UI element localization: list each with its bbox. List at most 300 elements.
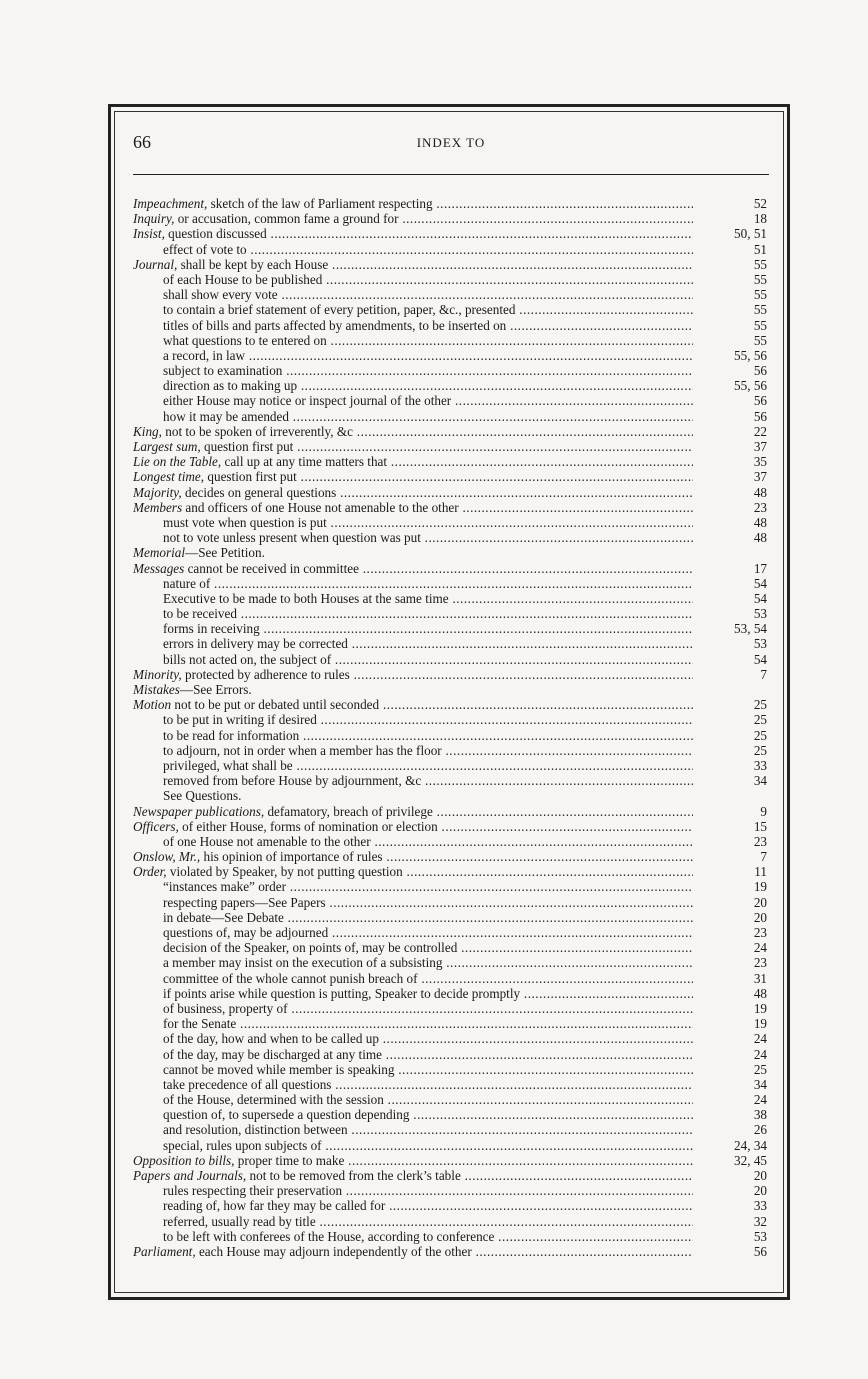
entry-page-refs: 55, 56 (734, 378, 767, 394)
entry-text (163, 712, 693, 727)
index-subentry (133, 1138, 769, 1153)
index-subentry (133, 971, 769, 986)
entry-keyword: Memorial (133, 545, 186, 561)
entry-page-refs: 34 (753, 1076, 767, 1092)
entry-description: not to be spoken of irreverently, &c (161, 423, 353, 439)
index-entry (133, 257, 769, 272)
entry-description: proper time to make (234, 1152, 345, 1168)
entry-text (133, 545, 693, 560)
entry-keyword: Papers and Journals, (133, 1168, 247, 1183)
entry-text (133, 804, 693, 819)
entry-description: each House may adjourn independently of the other (195, 1243, 472, 1259)
index-entry (133, 864, 769, 879)
entry-description: in debate—See Debate (163, 909, 284, 925)
entry-description: subject to examination (163, 363, 283, 379)
entry-page-refs: 38 (753, 1107, 767, 1123)
index-subentry (133, 1016, 769, 1031)
entry-description: to be left with conferees of the House, according to conference (163, 1228, 495, 1244)
entry-page-refs: 31 (753, 970, 767, 986)
entry-description: a member may insist on the execution of a subsisting (163, 955, 443, 971)
entry-text (163, 925, 693, 940)
index-entry (133, 226, 769, 241)
entry-text (133, 667, 693, 682)
entry-description: of one House not amenable to the other (163, 833, 371, 849)
entry-text (163, 1047, 693, 1062)
index-subentry (133, 576, 769, 591)
index-subentry (133, 272, 769, 287)
entry-page-refs: 20 (753, 894, 767, 910)
entry-text (133, 211, 693, 226)
entry-description: nature of (163, 575, 211, 591)
index-entry (133, 485, 769, 500)
entry-description: his opinion of importance of rules (200, 849, 383, 865)
entry-description: bills not acted on, the subject of (163, 651, 332, 667)
entry-page-refs: 52 (753, 196, 767, 211)
entry-description: decision of the Speaker, on points of, may be controlled (163, 940, 458, 956)
index-subentry (133, 773, 769, 788)
entry-page-refs: 54 (753, 651, 767, 667)
index-subentry (133, 879, 769, 894)
index-subentry (133, 1031, 769, 1046)
entry-text (133, 849, 693, 864)
entry-page-refs: 56 (753, 363, 767, 379)
entry-description: and resolution, distinction between (163, 1122, 348, 1138)
entry-page-refs: 24 (753, 1046, 767, 1062)
entry-description: question first put (200, 439, 294, 454)
entry-text (133, 697, 693, 712)
entry-text (163, 287, 693, 302)
entry-text (163, 773, 693, 788)
index-entry (133, 545, 769, 560)
entry-page-refs: 24, 34 (734, 1137, 767, 1153)
entry-description: either House may notice or inspect journal of the other (163, 393, 452, 409)
index-subentry (133, 409, 769, 424)
entry-description: must vote when question is put (163, 514, 327, 530)
index-subentry (133, 1229, 769, 1244)
entry-description: effect of vote to (163, 241, 247, 257)
entry-text (163, 895, 693, 910)
entry-text (163, 363, 693, 378)
entry-description: to contain a brief statement of every petition, paper, &c., presented (163, 302, 516, 318)
index-subentry (133, 1214, 769, 1229)
entry-text (163, 1214, 693, 1229)
entry-description: decides on general questions (181, 484, 337, 500)
entry-text (163, 971, 693, 986)
entry-page-refs: 56 (753, 1243, 767, 1259)
entry-text (133, 196, 693, 211)
entry-page-refs: 11 (754, 864, 767, 880)
entry-page-refs: 19 (753, 1016, 767, 1032)
entry-text (133, 485, 693, 500)
entry-page-refs: 15 (753, 818, 767, 834)
entry-text (163, 788, 693, 803)
entry-text (163, 1107, 693, 1122)
index-entry (133, 697, 769, 712)
index-subentry (133, 986, 769, 1001)
index-subentry (133, 333, 769, 348)
entry-description: take precedence of all questions (163, 1076, 332, 1092)
entry-text (133, 1153, 693, 1168)
index-entry (133, 1153, 769, 1168)
entry-text (163, 591, 693, 606)
entry-text (133, 561, 693, 576)
index-subentry (133, 955, 769, 970)
entry-text (163, 393, 693, 408)
entry-description: or accusation, common fame a ground for (174, 211, 399, 227)
entry-description: of the day, may be discharged at any time (163, 1046, 382, 1062)
index-entry (133, 424, 769, 439)
entry-text (133, 682, 693, 697)
entry-page-refs: 25 (753, 697, 767, 713)
entry-page-refs: 51 (753, 241, 767, 257)
entry-description: how it may be amended (163, 408, 289, 424)
entry-page-refs: 53 (753, 1228, 767, 1244)
index-entry (133, 1244, 769, 1259)
entry-text (163, 621, 693, 636)
entry-description: sketch of the law of Parliament respecting (207, 196, 433, 211)
entry-text (163, 606, 693, 621)
index-subentry (133, 378, 769, 393)
index-subentry (133, 1062, 769, 1077)
entry-page-refs: 55 (753, 271, 767, 287)
entry-keyword: Longest time, (133, 469, 205, 485)
index-subentry (133, 652, 769, 667)
entry-description: to be put in writing if desired (163, 712, 317, 728)
index-subentry (133, 925, 769, 940)
entry-page-refs: 18 (753, 211, 767, 227)
entry-page-refs: 20 (753, 1183, 767, 1199)
entry-page-refs: 22 (753, 423, 767, 439)
entry-keyword: Inquiry, (133, 211, 175, 227)
entry-keyword: Mistakes (133, 682, 180, 697)
index-subentry (133, 1047, 769, 1062)
entry-page-refs: 48 (753, 514, 767, 530)
entry-page-refs: 48 (753, 985, 767, 1001)
entry-text (163, 378, 693, 393)
entry-page-refs: 23 (753, 499, 767, 515)
entry-keyword: Journal, (133, 256, 178, 272)
index-entry (133, 682, 769, 697)
entry-description: shall show every vote (163, 287, 278, 303)
entry-text (163, 530, 693, 545)
index-entry (133, 561, 769, 576)
index-entries (133, 196, 769, 1259)
entry-description: not to be removed from the clerk’s table (246, 1168, 461, 1183)
index-subentry (133, 1107, 769, 1122)
entry-description: violated by Speaker, by not putting question (166, 864, 403, 880)
entry-page-refs: 54 (753, 575, 767, 591)
entry-description: if points arise while question is putting, Speaker to decide promptly (163, 985, 521, 1001)
entry-text (133, 226, 693, 241)
entry-text (163, 333, 693, 348)
index-subentry (133, 621, 769, 636)
entry-page-refs: 53 (753, 636, 767, 652)
entry-text (163, 910, 693, 925)
entry-description: special, rules upon subjects of (163, 1137, 322, 1153)
entry-page-refs: 37 (753, 469, 767, 485)
entry-page-refs: 24 (753, 940, 767, 956)
entry-description: and officers of one House not amenable to the other (182, 499, 459, 515)
entry-text (163, 1016, 693, 1031)
index-subentry (133, 318, 769, 333)
entry-keyword: Newspaper publications, (133, 803, 265, 819)
index-entry (133, 454, 769, 469)
entry-page-refs: 33 (753, 757, 767, 773)
entry-description: to be read for information (163, 727, 300, 743)
index-subentry (133, 348, 769, 363)
entry-keyword: Officers, (133, 818, 179, 834)
index-subentry (133, 1092, 769, 1107)
index-entry (133, 1168, 769, 1183)
entry-text (133, 500, 693, 515)
index-entry (133, 849, 769, 864)
entry-description: to be received (163, 606, 237, 622)
entry-page-refs: 48 (753, 484, 767, 500)
entry-description: committee of the whole cannot punish breach of (163, 970, 418, 986)
entry-description: cannot be moved while member is speaking (163, 1061, 395, 1077)
entry-description: referred, usually read by title (163, 1213, 316, 1229)
entry-text (163, 1062, 693, 1077)
entry-page-refs: 23 (753, 955, 767, 971)
entry-page-refs: 56 (753, 393, 767, 409)
entry-page-refs: 32 (753, 1213, 767, 1229)
entry-text (163, 1138, 693, 1153)
entry-keyword: Majority, (133, 484, 182, 500)
index-subentry (133, 393, 769, 408)
entry-page-refs: 32, 45 (734, 1152, 767, 1168)
entry-text (163, 1229, 693, 1244)
entry-page-refs: 25 (753, 712, 767, 728)
entry-page-refs: 55 (753, 332, 767, 348)
index-subentry (133, 242, 769, 257)
entry-page-refs: 56 (753, 408, 767, 424)
entry-page-refs: 25 (753, 1061, 767, 1077)
entry-text (133, 439, 693, 454)
entry-keyword: Order, (133, 864, 167, 880)
entry-keyword: King, (133, 423, 162, 439)
entry-keyword: Onslow, Mr., (133, 849, 201, 865)
entry-description: not to be put or debated until seconded (171, 697, 380, 713)
entry-text (133, 819, 693, 834)
entry-page-refs: 55 (753, 287, 767, 303)
index-subentry (133, 302, 769, 317)
index-subentry (133, 758, 769, 773)
entry-page-refs: 9 (760, 803, 767, 819)
entry-text (133, 1168, 693, 1183)
entry-page-refs: 54 (753, 590, 767, 606)
entry-description: call up at any time matters that (221, 454, 388, 470)
entry-text (163, 1031, 693, 1046)
entry-text (163, 743, 693, 758)
entry-description: Executive to be made to both Houses at the same time (163, 590, 449, 606)
index-entry (133, 196, 769, 211)
entry-description: privileged, what shall be (163, 757, 293, 773)
entry-page-refs: 55, 56 (734, 347, 767, 363)
entry-description: shall be kept by each House (177, 256, 329, 272)
entry-text (163, 1092, 693, 1107)
entry-text (163, 242, 693, 257)
index-subentry (133, 788, 769, 803)
header-rule (133, 174, 769, 175)
index-subentry (133, 515, 769, 530)
entry-page-refs: 53 (753, 606, 767, 622)
entry-page-refs: 23 (753, 833, 767, 849)
entry-text (163, 318, 693, 333)
entry-text (163, 986, 693, 1001)
entry-text (163, 1001, 693, 1016)
entry-text (133, 257, 693, 272)
entry-text (163, 834, 693, 849)
index-subentry (133, 1077, 769, 1092)
entry-page-refs: 19 (753, 879, 767, 895)
entry-page-refs: 50, 51 (734, 226, 767, 242)
entry-page-refs: 24 (753, 1031, 767, 1047)
entry-text (163, 955, 693, 970)
entry-description: See Questions. (163, 788, 242, 804)
entry-page-refs: 19 (753, 1000, 767, 1016)
entry-keyword: Lie on the Table, (133, 454, 222, 470)
index-subentry (133, 834, 769, 849)
entry-description: question discussed (164, 226, 267, 242)
entry-text (133, 864, 693, 879)
entry-keyword: Insist, (133, 226, 165, 242)
index-entry (133, 211, 769, 226)
entry-keyword: Parliament, (133, 1243, 196, 1259)
entry-description: —See Petition. (185, 545, 265, 561)
entry-keyword: Impeachment, (133, 196, 208, 211)
entry-description: of business, property of (163, 1000, 288, 1016)
entry-keyword: Members (133, 499, 183, 515)
entry-page-refs: 26 (753, 1122, 767, 1138)
entry-keyword: Motion (133, 697, 172, 713)
entry-page-refs: 25 (753, 727, 767, 743)
entry-description: a record, in law (163, 347, 246, 363)
entry-description: of each House to be published (163, 271, 323, 287)
index-subentry (133, 743, 769, 758)
entry-page-refs: 55 (753, 317, 767, 333)
entry-description: for the Senate (163, 1016, 237, 1032)
entry-description: question first put (204, 469, 297, 485)
index-subentry (133, 636, 769, 651)
entry-text (133, 454, 693, 469)
entry-page-refs: 33 (753, 1198, 767, 1214)
entry-text (163, 348, 693, 363)
entry-page-refs: 20 (753, 909, 767, 925)
index-entry (133, 439, 769, 454)
entry-description: what questions to te entered on (163, 332, 327, 348)
index-subentry (133, 1122, 769, 1137)
entry-text (163, 636, 693, 651)
entry-page-refs: 37 (753, 439, 767, 454)
entry-page-refs: 17 (753, 560, 767, 576)
index-subentry (133, 895, 769, 910)
entry-description: forms in receiving (163, 621, 260, 637)
index-subentry (133, 363, 769, 378)
entry-description: respecting papers—See Papers (163, 894, 326, 910)
entry-page-refs: 53, 54 (734, 621, 767, 637)
index-entry (133, 469, 769, 484)
entry-page-refs: 23 (753, 925, 767, 940)
entry-description: to adjourn, not in order when a member has the floor (163, 742, 442, 758)
entry-description: “instances make” order (163, 879, 287, 895)
index-entry (133, 804, 769, 819)
entry-description: errors in delivery may be corrected (163, 636, 348, 652)
entry-text (163, 1183, 693, 1198)
entry-keyword: Largest sum, (133, 439, 201, 454)
entry-page-refs: 35 (753, 454, 767, 470)
entry-text (163, 1122, 693, 1137)
entry-description: of either House, forms of nomination or election (178, 818, 438, 834)
entry-text (163, 409, 693, 424)
entry-description: titles of bills and parts affected by amendments, to be inserted on (163, 317, 507, 333)
entry-description: cannot be received in committee (184, 560, 359, 576)
entry-keyword: Opposition to bills, (133, 1152, 235, 1168)
index-subentry (133, 530, 769, 545)
entry-text (163, 515, 693, 530)
entry-description: of the day, how and when to be called up (163, 1031, 379, 1047)
page-number: 66 (133, 132, 151, 152)
entry-description: —See Errors. (179, 682, 252, 697)
index-entry (133, 500, 769, 515)
entry-text (163, 1198, 693, 1213)
entry-text (163, 652, 693, 667)
entry-page-refs: 55 (753, 302, 767, 318)
entry-page-refs: 34 (753, 773, 767, 789)
entry-description: direction as to making up (163, 378, 298, 394)
entry-text (163, 940, 693, 955)
index-subentry (133, 606, 769, 621)
entry-page-refs: 7 (760, 666, 767, 682)
running-title: INDEX TO (416, 135, 486, 150)
entry-description: reading of, how far they may be called for (163, 1198, 386, 1214)
entry-text (163, 1077, 693, 1092)
entry-text (163, 576, 693, 591)
index-subentry (133, 591, 769, 606)
index-entry (133, 667, 769, 682)
running-head (133, 132, 769, 156)
entry-text (163, 728, 693, 743)
index-subentry (133, 712, 769, 727)
entry-page-refs: 55 (753, 256, 767, 272)
index-subentry (133, 1198, 769, 1213)
index-subentry (133, 940, 769, 955)
entry-text (133, 1244, 693, 1259)
entry-text (163, 879, 693, 894)
entry-text (133, 469, 693, 484)
index-subentry (133, 910, 769, 925)
entry-keyword: Minority, (133, 666, 182, 682)
entry-description: of the House, determined with the session (163, 1092, 384, 1108)
entry-keyword: Messages (133, 560, 185, 576)
entry-page-refs: 24 (753, 1092, 767, 1108)
index-subentry (133, 287, 769, 302)
entry-text (163, 302, 693, 317)
entry-text (133, 424, 693, 439)
entry-text (163, 758, 693, 773)
entry-description: removed from before House by adjournment, &c (163, 773, 422, 789)
index-subentry (133, 1183, 769, 1198)
entry-page-refs: 20 (753, 1168, 767, 1183)
index-entry (133, 819, 769, 834)
entry-description: question of, to supersede a question depending (163, 1107, 410, 1123)
entry-description: rules respecting their preservation (163, 1183, 343, 1199)
entry-description: not to vote unless present when question was put (163, 530, 421, 546)
entry-page-refs: 48 (753, 530, 767, 546)
index-subentry (133, 1001, 769, 1016)
entry-text (163, 272, 693, 287)
index-subentry (133, 728, 769, 743)
entry-description: defamatory, breach of privilege (264, 803, 433, 819)
